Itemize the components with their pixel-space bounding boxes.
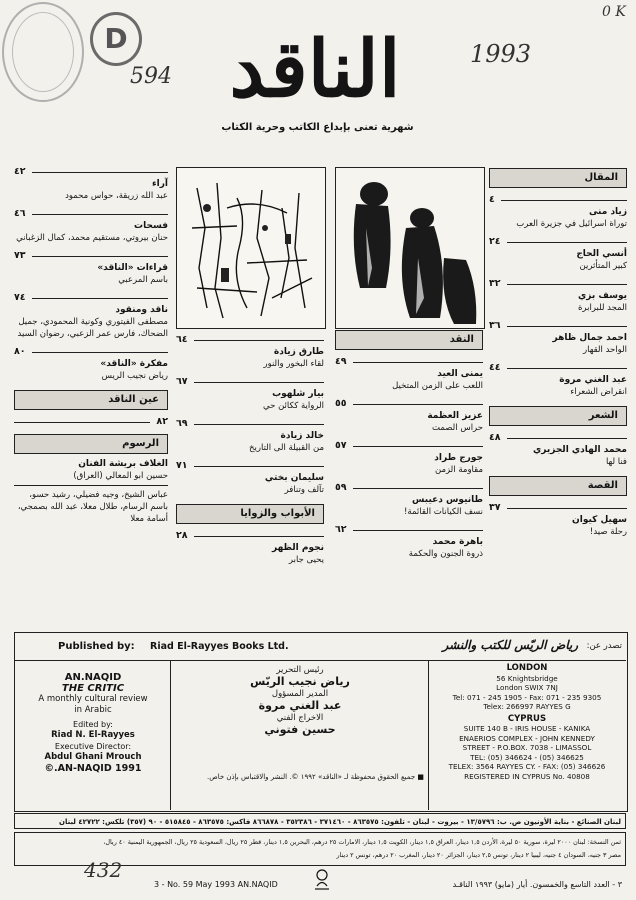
- author-name: قراءات «الناقد»: [97, 263, 168, 273]
- author-name: نجوم الظهر: [271, 543, 324, 553]
- telex-line: Telex: 266997 RAYYES G: [483, 702, 571, 711]
- toc-entry: [335, 482, 483, 518]
- toc-entry: [489, 502, 627, 538]
- page-number: ٨٢: [156, 416, 168, 427]
- article-title: لقاء البخور والنور: [263, 359, 324, 369]
- author-name: أنسي الحاج: [576, 249, 627, 259]
- article-title: نسف الكيانات القائمة!: [404, 507, 483, 517]
- publisher-name: Riad El-Rayyes Books Ltd.: [150, 641, 289, 652]
- article-title: من القبيلة الى التاريخ: [249, 443, 324, 453]
- section-header-drawings: الرسوم: [14, 434, 168, 454]
- address-line: SUITE 140 B - IRIS HOUSE - KANIKA: [463, 724, 591, 733]
- article-title: مقاومة الزمن: [434, 465, 483, 475]
- publisher-arabic: رياض الريّس للكتب والنشر: [442, 638, 578, 652]
- article-title: رياض نجيب الريس: [101, 371, 168, 381]
- toc-entry: [335, 524, 483, 560]
- author-name: بيار شلهوب: [272, 389, 324, 399]
- section-header-criticism: النقد: [335, 330, 483, 350]
- toc-entry: [176, 334, 324, 370]
- issued-by-arabic: تصدر عن:: [586, 641, 622, 651]
- article-title: يحيى جابر: [288, 555, 324, 565]
- imprint-edited-by: Edited by:: [73, 720, 113, 729]
- imprint-desc2: in Arabic: [74, 705, 112, 715]
- toc-rule: [489, 278, 627, 290]
- toc-entry: [335, 356, 483, 392]
- registration-line: REGISTERED IN CYPRUS No. 40808: [464, 771, 590, 781]
- article-title: فنا لها: [605, 457, 627, 467]
- chief-name: رياض نجيب الريّس: [250, 675, 350, 688]
- telex-line: TELEX: 3564 RAYYES CY. - FAX: (05) 346626: [448, 762, 606, 771]
- manager-name: عبد الغني مروة: [258, 699, 342, 712]
- author-name: طارق زيادة: [273, 347, 324, 357]
- author-name: ناقد ومنقود: [115, 305, 168, 315]
- article-title: كبير المتأثرين: [579, 261, 627, 271]
- toc-rule: [176, 334, 324, 346]
- toc-rule: [335, 356, 483, 368]
- toc-rule: [489, 362, 627, 374]
- prices-line-2: مصر ٣ جنيه، السودان ٤ جنيه، ليبيا ٢ دينار، تونس ٢,٥ دينار، الجزائر ٢٠ دينار، المغرب ٢٠ درهم، تونس ٢ دينار: [336, 851, 621, 859]
- article-title: اللعب على الزمن المتخيل: [392, 381, 483, 391]
- article-title: رحلة صيد!: [589, 527, 627, 537]
- imprint-english: [20, 672, 166, 774]
- imprint-addresses: [432, 664, 622, 781]
- page-number: ٦٩: [176, 418, 188, 429]
- toc-entry: [489, 362, 627, 398]
- art-name: حسين فتوني: [264, 723, 336, 736]
- address-line: London SWIX 7NJ: [496, 683, 558, 692]
- library-stamp: [2, 2, 84, 102]
- section-header-articles: المقال: [489, 168, 627, 188]
- article-title: مصطفى الفيتوري وكونية المحمودي، جميل الضحاك، فارس عمر الزعبي، رضوان السيد: [17, 317, 168, 339]
- lebanon-address: لبنان الصنائع - بناية الأونيون ص. ب: ١٣/٥٧٩٦ - بيروت - لبنان - تلفون: ٨٦٣٥٧٥ - ٣٧١٤٦٠ - ٣٥٢٣٨٦ - ٨٦٦٨٧٨ فاكس: ٨٦٣٥٧٥ - ٥١٥٨٤٥ - ٩٠ (٣٥٧) تلكس: ٤٢٧٢٢ لبنان: [14, 813, 626, 829]
- page-number: ٣٦: [489, 320, 501, 331]
- article-title: حنان بيروتي، مستقيم محمد، كمال الزغباني: [16, 233, 168, 243]
- imprint-copyright: ©.AN-NAQID 1991: [44, 763, 142, 774]
- author-name: يوسف بزي: [578, 291, 627, 301]
- footer-right: ٣ - العدد التاسع والخمسون. أيار (مايو) ١٩٩٣ الناقـد: [452, 880, 622, 889]
- article-title: الرواية ككائن حي: [263, 401, 324, 411]
- cover-label: الغلاف بريشة الفنان: [78, 459, 168, 469]
- imprint-exec-name: Abdul Ghani Mrouch: [44, 752, 142, 762]
- toc-column-criticism: [335, 330, 483, 562]
- page-number: ٤٨: [489, 432, 501, 443]
- toc-entry: [14, 346, 168, 382]
- page-number: ٤٩: [335, 356, 347, 367]
- toc-rule: [176, 376, 324, 388]
- page-number: ٦٧: [176, 376, 188, 387]
- article-title: باسم المرعبي: [118, 275, 168, 285]
- toc-entry: [489, 194, 627, 230]
- toc-rule: [14, 250, 168, 262]
- cover-artist: حسين ابو المعالي (العراق): [73, 471, 168, 481]
- hand-number: 432: [84, 858, 123, 882]
- toc-rule: [176, 418, 324, 430]
- artwork-sketch-left: [176, 167, 326, 329]
- imprint-name: AN.NAQID: [64, 672, 122, 683]
- toc-rule: [335, 440, 483, 452]
- toc-rule: [14, 292, 168, 304]
- author-name: جورج طراد: [434, 453, 483, 463]
- footer-mascot-icon: [312, 868, 332, 890]
- masthead-title: الناقد: [229, 24, 401, 115]
- page-number: ٤٦: [14, 208, 26, 219]
- toc-rule: [176, 460, 324, 472]
- section-header-eye: عين الناقد: [14, 390, 168, 410]
- imprint-desc1: A monthly cultural review: [38, 694, 148, 704]
- toc-entry: [14, 166, 168, 202]
- imprint-exec-label: Executive Director:: [54, 742, 132, 751]
- toc-entry: [176, 460, 324, 496]
- author-name: باهرة محمد: [432, 537, 483, 547]
- corner-handwritten: 0 K: [602, 4, 626, 20]
- author-name: مفكرة «الناقد»: [100, 359, 168, 369]
- article-title: حراس الصمت: [432, 423, 483, 433]
- chief-label: رئيس التحرير: [276, 665, 324, 675]
- author-name: فسحات: [134, 221, 168, 231]
- page-number: ٥٧: [335, 440, 347, 451]
- toc-rule: [335, 524, 483, 536]
- toc-entry: [489, 236, 627, 272]
- artwork-figures-right: [335, 167, 485, 329]
- toc-rule: [14, 208, 168, 220]
- article-title: عبد الله زريقة، حواس محمود: [65, 191, 168, 201]
- author-name: زياد منى: [588, 207, 627, 217]
- address-line: 56 Knightsbridge: [496, 673, 558, 683]
- article-title: تآلف وتنافر: [284, 485, 324, 495]
- toc-rule: [489, 432, 627, 444]
- published-by-label: Published by:: [58, 641, 135, 652]
- toc-rule: [335, 398, 483, 410]
- page-number: ٦٤: [176, 334, 188, 345]
- page-number: ٧٤: [14, 292, 26, 303]
- toc-entry: [335, 440, 483, 476]
- phone-line: Tel: 071 - 245 1905 - Fax: 071 - 235 9305: [452, 692, 602, 702]
- author-name: عزيز العظمة: [427, 411, 483, 421]
- toc-entry: [335, 398, 483, 434]
- toc-rule: [489, 502, 627, 514]
- section-header-doors: الأبواب والزوايا: [176, 504, 324, 524]
- toc-rule: [489, 236, 627, 248]
- masthead-tagline: شهرية تعنى بإبداع الكاتب وحرية الكتاب: [221, 122, 414, 133]
- toc-entry: [14, 208, 168, 244]
- toc-column-articles: [489, 168, 627, 540]
- city-cyprus: CYPRUS: [507, 713, 547, 724]
- author-name: احمد جمال ظاهر: [552, 333, 627, 343]
- page-number: ٨٠: [14, 346, 26, 357]
- year-handwritten: 1993: [470, 40, 532, 68]
- page-number: ٢٨: [176, 530, 188, 541]
- toc-rule: [489, 194, 627, 206]
- d-stamp-icon: D: [90, 12, 142, 66]
- author-name: يمنى العيد: [437, 369, 483, 379]
- stamp-number-handwritten: 594: [130, 64, 172, 89]
- address-line: ENAERIOS COMPLEX - JOHN KENNEDY: [459, 733, 595, 743]
- author-name: طانيوس دعيبس: [412, 495, 483, 505]
- section-header-poetry: الشعر: [489, 406, 627, 426]
- page-number: ٢٤: [489, 236, 501, 247]
- imprint-english-title: THE CRITIC: [61, 683, 125, 694]
- page-number: ٧١: [176, 460, 188, 471]
- article-title: المجد للبرابرة: [577, 303, 627, 313]
- art-label: الاخراج الفني: [276, 713, 324, 723]
- toc-entry: [489, 432, 627, 468]
- toc-entry: [489, 320, 627, 356]
- toc-entry: [176, 376, 324, 412]
- prices-line-1: ثمن النسخة: لبنان ٢٠٠٠ ليرة، سورية ٥٠ ليرة، الأردن ١,٥ دينار، العراق ١,٥ دينار، الكويت ١,٥ دينار، الامارات ٢٥ درهم، البحرين ١,٥ دينار، قطر ٢٥ ريال، السعودية ٢٥ ريال، الجمهورية اليمنية ٤٠ ريال،: [103, 838, 621, 846]
- toc-rule: [335, 482, 483, 494]
- page-number: ٣٢: [489, 278, 501, 289]
- imprint-editor: Riad N. El-Rayyes: [51, 730, 135, 740]
- toc-rule: [14, 346, 168, 358]
- toc-column-misc: [14, 160, 168, 525]
- toc-rule: [176, 530, 324, 542]
- toc-column-reviews: [176, 328, 324, 568]
- author-name: آراء: [152, 179, 168, 189]
- rights-notice: ■ جميع الحقوق محفوظة لـ «الناقد» ١٩٩٢ ©. النشر والاقتباس بإذن خاص.: [207, 773, 424, 781]
- page-number: ٤٤: [489, 362, 501, 373]
- author-name: عبد الغني مروة: [559, 375, 627, 385]
- page-number: ٥٥: [335, 398, 347, 409]
- author-name: سهيل كيوان: [572, 515, 627, 525]
- toc-entry: [489, 278, 627, 314]
- section-header-story: القصة: [489, 476, 627, 496]
- toc-entry: [176, 418, 324, 454]
- page-number: ٦٢: [335, 524, 347, 535]
- page-number: ٥٩: [335, 482, 347, 493]
- city-london: LONDON: [506, 663, 548, 673]
- toc-rule: [489, 320, 627, 332]
- phone-line: TEL: (05) 346624 - (05) 346625: [470, 752, 584, 762]
- toc-entry: [14, 292, 168, 340]
- article-title: ذروة الجنون والحكمة: [408, 549, 483, 559]
- toc-entry: [176, 530, 324, 566]
- author-name: خالد زيادة: [280, 431, 324, 441]
- page-number: ٣٧: [489, 502, 501, 513]
- author-name: سليمان بختي: [264, 473, 324, 483]
- page-number: ٤٢: [14, 166, 26, 177]
- imprint-arabic-staff: [176, 664, 424, 736]
- manager-label: المدير المسؤول: [271, 689, 329, 699]
- article-title: توراة اسرائيل في جزيرة العرب: [516, 219, 627, 229]
- article-title: انقراض الشعراء: [570, 387, 627, 397]
- page-number: ٤: [489, 194, 495, 205]
- article-title: الواحد القهار: [583, 345, 627, 355]
- toc-rule: [14, 166, 168, 178]
- author-name: محمد الهادي الجزيري: [533, 445, 627, 455]
- footer-left: 3 - No. 59 May 1993 AN.NAQID: [154, 880, 278, 889]
- artists-list: عباس الشيخ، وجيه فضيلي، رشيد حسو، باسم الرسام، طلال معلا، عبد الله بصمجي، أسامة معلا: [17, 490, 168, 524]
- page-number: ٧٣: [14, 250, 26, 261]
- address-line: STREET - P.O.BOX. 7038 - LIMASSOL: [462, 743, 592, 752]
- toc-entry: [14, 250, 168, 286]
